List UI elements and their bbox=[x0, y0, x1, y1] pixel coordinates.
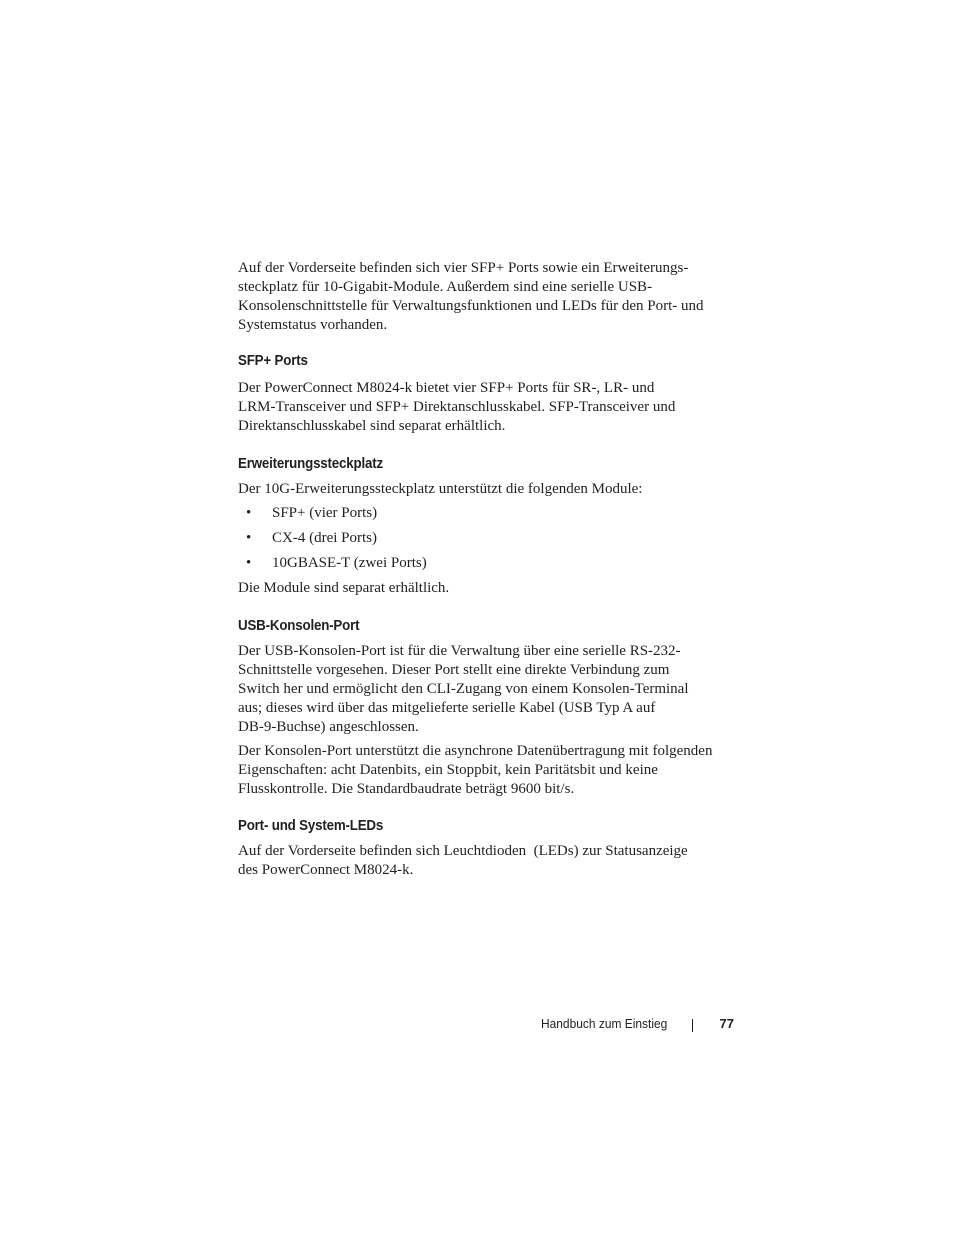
heading-port-system-leds: Port- und System-LEDs bbox=[238, 818, 384, 834]
heading-sfp-ports: SFP+ Ports bbox=[238, 353, 308, 369]
expansion-paragraph: Der 10G-Erweiterungssteckplatz unterstützt die folgenden Module: bbox=[238, 481, 643, 497]
intro-paragraph: Auf der Vorderseite befinden sich vier SFP+ Ports sowie ein Erweiterungs- steckplatz für 10-Gigabit-Module. Außerdem sind eine serielle USB- Konsolenschnittstelle für Verwaltungsfunktionen und LEDs für den Port- und Systemstatus vorhanden. bbox=[238, 260, 704, 333]
page-number: 77 bbox=[719, 1016, 734, 1031]
page-footer bbox=[0, 1015, 954, 1035]
usb-paragraph-1: Der USB-Konsolen-Port ist für die Verwaltung über eine serielle RS-232- Schnittstelle vorgesehen. Dieser Port stellt eine direkte Verbindung zum Switch her und ermöglicht den CLI-Zugang von einem Konsolen-Terminal aus; dieses wird über das mitgelieferte serielle Kabel (USB Typ A auf DB-9-Buchse) angeschlossen. bbox=[238, 643, 689, 735]
list-item: • CX-4 (drei Ports) bbox=[246, 530, 377, 546]
list-item: • SFP+ (vier Ports) bbox=[246, 505, 378, 521]
usb-paragraph-2: Der Konsolen-Port unterstützt die asynchrone Datenübertragung mit folgenden Eigenschaften: acht Datenbits, ein Stoppbit, kein Paritätsbit und keine Flusskontrolle. Die Standardbaudrate beträgt 9600 bit/s. bbox=[238, 743, 713, 797]
page-content bbox=[238, 259, 738, 885]
leds-paragraph: Auf der Vorderseite befinden sich Leuchtdioden (LEDs) zur Statusanzeige des PowerConnect M8024-k. bbox=[238, 843, 688, 878]
heading-expansion-slot: Erweiterungssteckplatz bbox=[238, 456, 383, 472]
sfp-paragraph: Der PowerConnect M8024-k bietet vier SFP+ Ports für SR-, LR- und LRM-Transceiver und SFP+ Direktanschlusskabel. SFP-Transceiver und Direktanschlusskabel sind separat erhältlich. bbox=[238, 380, 676, 434]
heading-usb-console-port: USB-Konsolen-Port bbox=[238, 618, 360, 634]
bullet-icon: • bbox=[246, 530, 252, 546]
footer-separator bbox=[692, 1019, 693, 1032]
module-list bbox=[238, 504, 738, 573]
list-item: • 10GBASE-T (zwei Ports) bbox=[246, 555, 427, 571]
bullet-icon: • bbox=[246, 555, 252, 571]
footer-title: Handbuch zum Einstieg bbox=[540, 1016, 667, 1031]
bullet-icon: • bbox=[246, 505, 252, 521]
modules-note: Die Module sind separat erhältlich. bbox=[238, 580, 450, 596]
